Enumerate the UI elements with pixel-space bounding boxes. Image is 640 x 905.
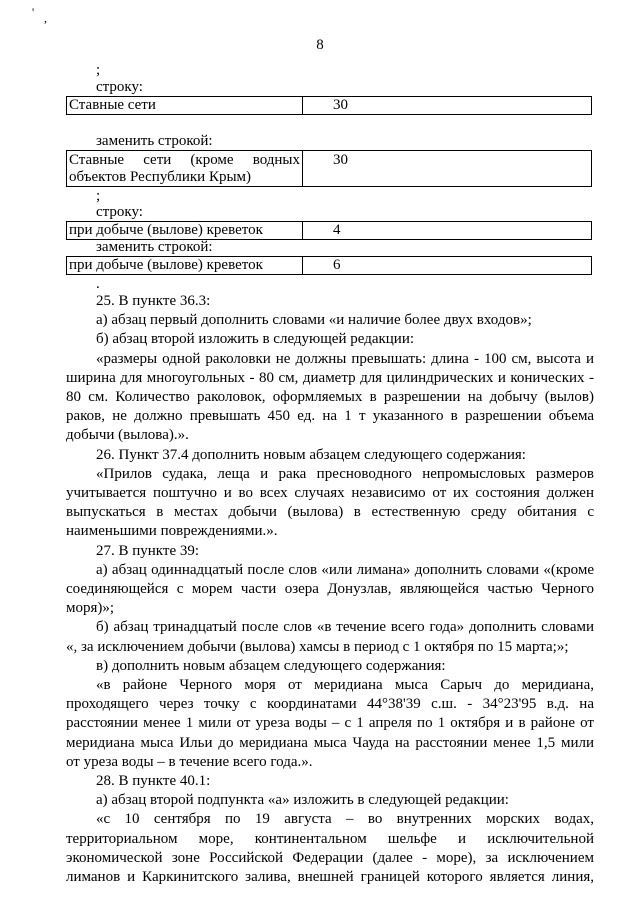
table-4-name: при добыче (вылове) креветок	[69, 257, 263, 273]
table-3-value: 4	[333, 222, 341, 238]
paragraph-line: от уреза воды – в течение всего года.».	[66, 753, 313, 770]
table-1-value-cell	[303, 97, 591, 114]
semicolon-1: ;	[96, 62, 101, 78]
paragraph-line: «Прилов судака, леща и рака пресноводного непромысловых размеров	[96, 465, 594, 482]
paragraph-line: а) абзац первый дополнить словами «и наличие более двух входов»;	[96, 312, 532, 329]
paragraph-line: наименьшими повреждениями.».	[66, 523, 278, 540]
paragraph-line: расстоянии менее 1 мили от уреза воды – с 1 апреля по 1 октября и в районе от	[66, 715, 594, 732]
table-2-name-line1: Ставные сети (кроме водных	[69, 152, 300, 168]
corner-mark-left: '	[32, 5, 35, 19]
table-2-name-line2: объектов Республики Крым)	[69, 169, 252, 185]
paragraph-line: добычи (вылова).».	[66, 427, 189, 444]
paragraph-line: а) абзац второй подпункта «а» изложить в следующей редакции:	[96, 792, 509, 809]
paragraph-line: б) абзац второй изложить в следующей редакции:	[96, 331, 415, 348]
table-4	[66, 256, 592, 275]
paragraph-line: раков, не должно превышать 450 ед. на 1 т указанного в разрешении объема	[66, 408, 594, 425]
paragraph-line: экономической зоне Российской Федерации (далее - море), за исключением	[66, 849, 594, 866]
paragraph-line: выпускаться в местах добычи (вылова) в естественную среду обитания с	[66, 504, 594, 521]
table-1	[66, 96, 592, 115]
paragraph-line: территориальном море, континентальном шельфе и исключительной	[66, 830, 594, 847]
label-replace-1: заменить строкой:	[96, 133, 213, 149]
table-3-name-cell	[67, 222, 303, 239]
paragraph-line: в) дополнить новым абзацем следующего содержания:	[96, 657, 446, 674]
table-2-value-cell	[303, 151, 591, 186]
table-3-value-cell	[303, 222, 591, 239]
label-replace-2: заменить строкой:	[96, 239, 213, 255]
table-1-name-cell	[67, 97, 303, 114]
paragraph-line: 27. В пункте 39:	[96, 542, 200, 559]
paragraph-line: «, за исключением добычи (вылова) хамсы в период с 1 октября по 15 марта;»;	[66, 638, 569, 655]
table-4-name-cell	[67, 257, 303, 274]
table-4-value-cell	[303, 257, 591, 274]
paragraph-line: 26. Пункт 37.4 дополнить новым абзацем следующего содержания:	[96, 446, 526, 463]
paragraph-line: лиманов и Каркинитского залива, внешней границей которого является линия,	[66, 869, 594, 885]
paragraph-line: «размеры одной раколовки не должны превышать: длина - 100 см, высота и	[96, 350, 594, 367]
paragraph-line: 28. В пункте 40.1:	[96, 773, 211, 789]
dot-after-table: .	[96, 276, 100, 292]
paragraph-line: 80 см. Количество раколовок, оформляемых в разрешении на добычу (вылов)	[66, 389, 594, 405]
page-number: 8	[316, 37, 324, 53]
table-1-name: Ставные сети	[69, 97, 156, 113]
corner-mark-right: ,	[44, 11, 47, 25]
table-2-value: 30	[333, 152, 348, 168]
semicolon-2: ;	[96, 188, 101, 204]
table-1-value: 30	[333, 97, 348, 113]
table-2-name-cell	[67, 151, 303, 186]
label-row-1: строку:	[96, 79, 143, 95]
paragraph-line: а) абзац одиннадцатый после слов «или лимана» дополнить словами «(кроме	[96, 561, 594, 578]
table-4-value: 6	[333, 257, 341, 273]
label-row-2: строку:	[96, 204, 143, 220]
paragraph-line: «с 10 сентября по 19 августа – во внутренних морских водах,	[96, 811, 594, 828]
paragraph-line: «в районе Черного моря от меридиана мыса Сарыч до меридиана,	[96, 677, 594, 693]
paragraph-line: 25. В пункте 36.3:	[96, 293, 211, 309]
paragraph-line: соединяющейся с морем части озера Донузлав, являющейся частью Черного	[66, 581, 594, 597]
table-2	[66, 150, 592, 187]
table-3-name: при добыче (вылове) креветок	[69, 222, 263, 238]
paragraph-line: б) абзац тринадцатый после слов «в течение всего года» дополнить словами	[96, 619, 594, 636]
paragraph-line: моря)»;	[66, 600, 115, 617]
table-3	[66, 221, 592, 240]
paragraph-line: проходящего через точку с координатами 44°38'39 с.ш. - 34°23'95 в.д. на	[66, 696, 594, 713]
paragraph-line: учитывается поштучно и во всех случаях независимо от их состояния должен	[66, 485, 594, 501]
paragraph-line: меридиана мыса Ильи до меридиана мыса Чауда на расстоянии менее 1,5 мили	[66, 734, 594, 751]
paragraph-line: ширина для многоугольных - 80 см, диаметр для цилиндрических и конических -	[66, 369, 594, 386]
